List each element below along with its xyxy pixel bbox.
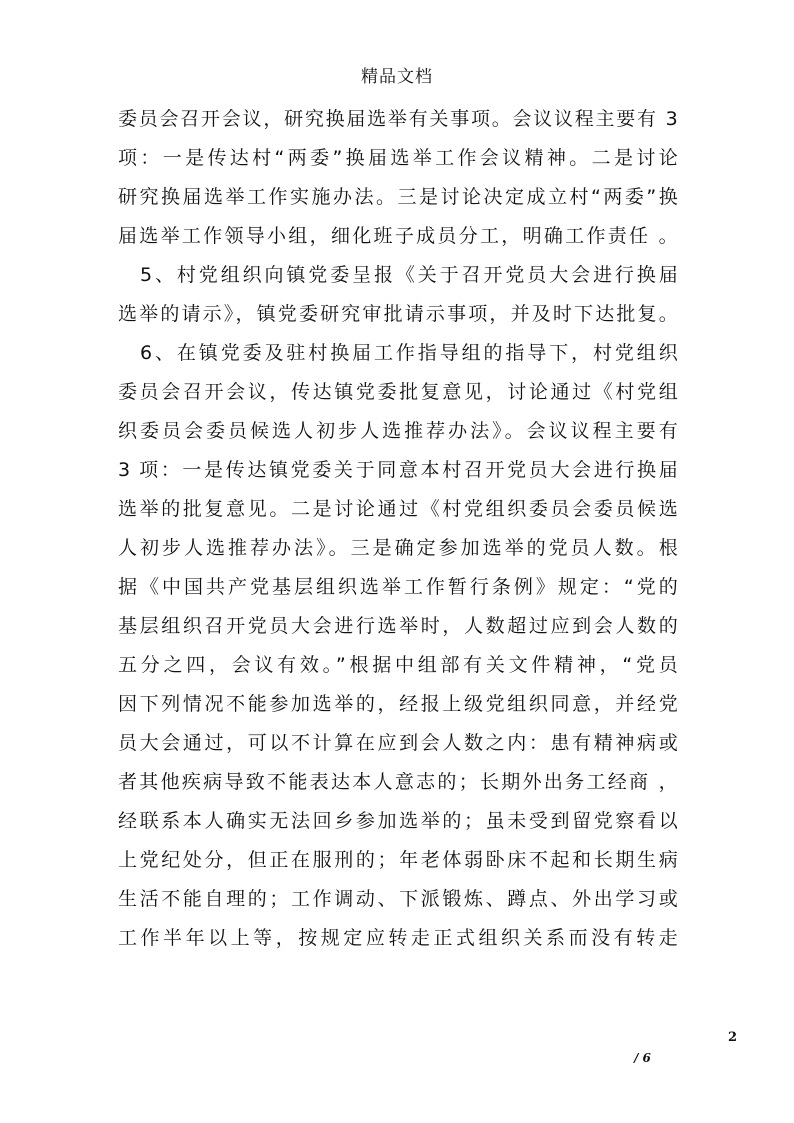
text-line-20: 上党纪处分，但正在服刑的；年老体弱卧床不起和长期生病 [118, 849, 678, 871]
document-body [118, 100, 678, 958]
text-line-6: 选举的请示》，镇党委研究审批请示事项，并及时下达批复。 [118, 303, 678, 325]
text-line-13: 据《中国共产党基层组织选举工作暂行条例》规定：“党的 [118, 576, 678, 598]
page-total: / 6 [634, 1051, 651, 1065]
page-number: 2 [728, 1030, 738, 1045]
text-line-22: 工作半年以上等，按规定应转走正式组织关系而没有转走 [118, 927, 678, 949]
page-header-title: 精品文档 [361, 67, 433, 87]
text-line-17: 员大会通过，可以不计算在应到会人数之内：患有精神病或 [118, 732, 678, 754]
text-line-12: 人初步人选推荐办法》。三是确定参加选举的党员人数。根 [118, 537, 678, 559]
text-line-11: 选举的批复意见。二是讨论通过《村党组织委员会委员候选 [118, 498, 678, 520]
text-line-21: 生活不能自理的；工作调动、下派锻炼、蹲点、外出学习或 [118, 888, 678, 910]
text-line-14: 基层组织召开党员大会进行选举时，人数超过应到会人数的 [118, 615, 678, 637]
text-line-4: 届选举工作领导小组，细化班子成员分工，明确工作责任 。 [118, 225, 678, 247]
text-line-2: 项：一是传达村“两委”换届选举工作会议精神。二是讨论 [118, 147, 678, 169]
text-line-9: 织委员会委员候选人初步人选推荐办法》。会议议程主要有 [118, 420, 678, 442]
text-line-18: 者其他疾病导致不能表达本人意志的；长期外出务工经商 ， [118, 771, 678, 793]
text-line-8: 委员会召开会议，传达镇党委批复意见，讨论通过《村党组 [118, 381, 678, 403]
text-line-15: 五分之四，会议有效。”根据中组部有关文件精神，“党员 [118, 654, 678, 676]
text-line-5: 5、村党组织向镇党委呈报《关于召开党员大会进行换届 [140, 264, 678, 286]
text-line-1: 委员会召开会议，研究换届选举有关事项。会议议程主要有 3 [118, 108, 678, 130]
text-line-10: 3 项：一是传达镇党委关于同意本村召开党员大会进行换届 [118, 459, 678, 481]
text-line-3: 研究换届选举工作实施办法。三是讨论决定成立村“两委”换 [118, 186, 678, 208]
text-line-16: 因下列情况不能参加选举的，经报上级党组织同意，并经党 [118, 693, 678, 715]
text-line-7: 6、在镇党委及驻村换届工作指导组的指导下，村党组织 [140, 342, 678, 364]
text-line-19: 经联系本人确实无法回乡参加选举的；虽未受到留党察看以 [118, 810, 678, 832]
